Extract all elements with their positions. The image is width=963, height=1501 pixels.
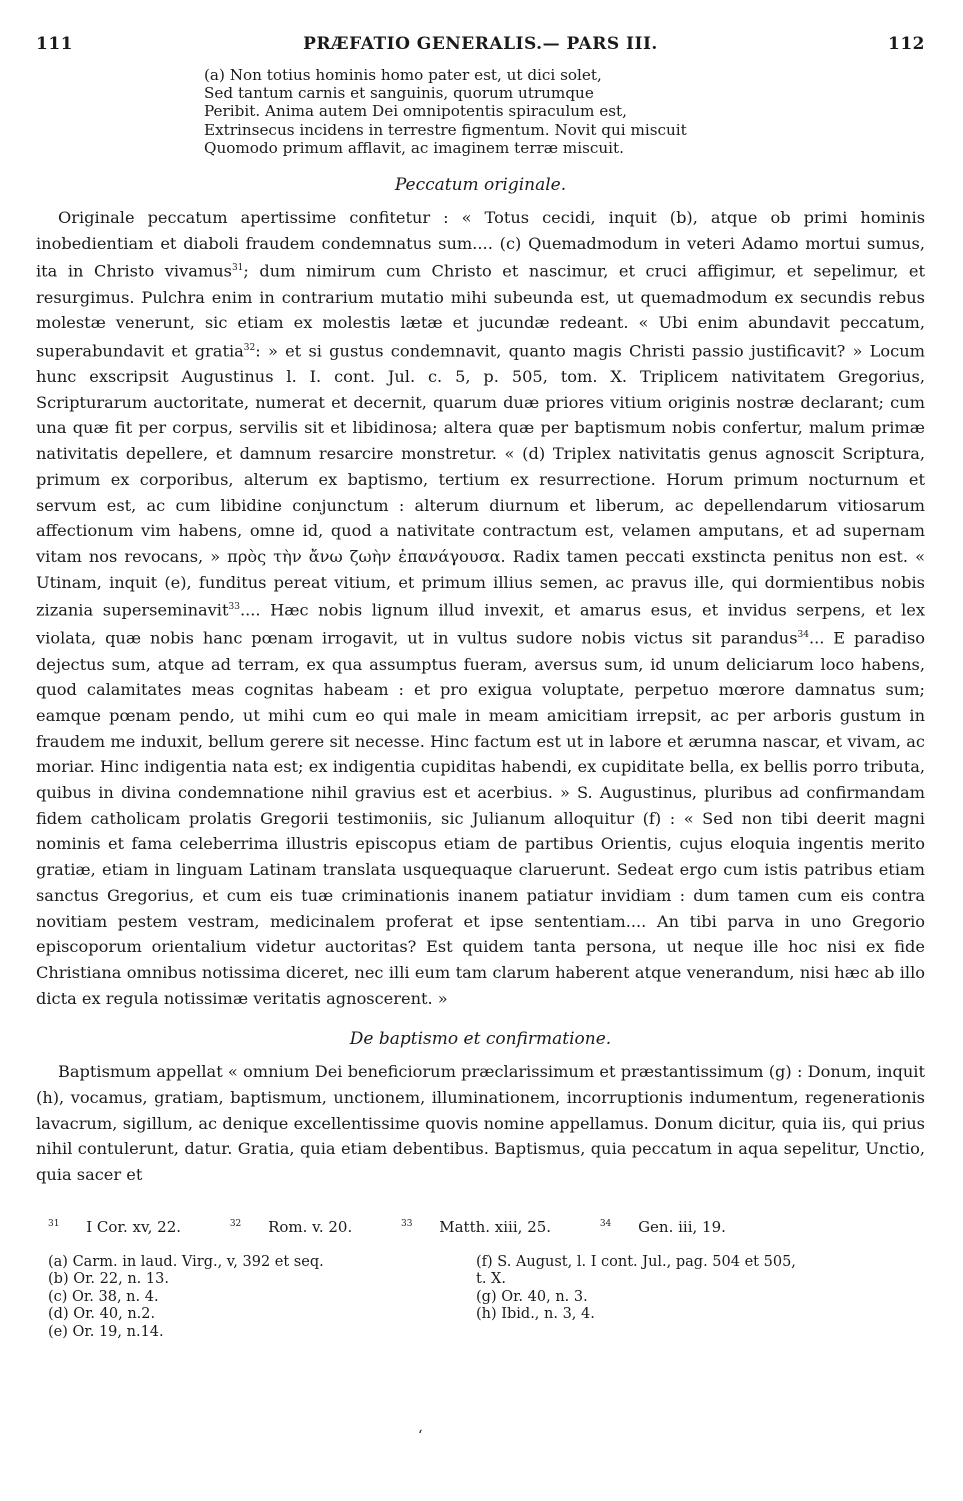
footnote: (e) Or. 19, n.14. [48,1323,164,1340]
poem-line: Peribit. Anima autem Dei omnipotentis spiraculum est, [204,102,627,121]
footnote: (a) Carm. in laud. Virg., v, 392 et seq. [48,1253,324,1270]
bottom-mark: ʻ [418,1428,423,1444]
running-header [36,30,925,60]
footnote: (f) S. August, l. I cont. Jul., pag. 504 et 505, [476,1253,796,1270]
running-title: PRÆFATIO GENERALIS.— PARS III. [303,34,658,54]
footnote: (b) Or. 22, n. 13. [48,1271,169,1288]
document-page [36,30,926,1340]
body-paragraph-baptism: Baptismum appellat « omnium Dei beneficiorum præclarissimum et præstantissimum (g) : Donum, inquit (h), vocamus, gratiam, baptismum, unctionem, illuminationem, incorruptionis indumentum, regenerationis lavacrum, sigillum, ac denique excellentissime quovis nomine appellamus. Donum dicitur, quia iis, qui prius nihil contulerunt, datur. Gratia, quia etiam debentibus. Baptismus, quia peccatum in aqua sepelitur, Unctio, quia sacer et [36,1062,925,1185]
page-number-left: 111 [36,34,73,54]
body-paragraph-original-sin: Originale peccatum apertissime confitetur : « Totus cecidi, inquit (b), atque ob primi hominis inobedientiam et diaboli fraudem condemnatus sum.... (c) Quemadmodum in veteri Adamo mortui sumus, ita in Christo vivamus$^{31}$; dum nimirum cum Christo et nascimur, et cruci affigimur, et sepelimur, et resurgimus. Pulchra enim in contrarium mutatio mihi subeunda est, ut quemadmodum ex secundis rebus molestæ venerunt, sic etiam ex molestis lætæ et jucundæ redeant. « Ubi enim abundavit peccatum, superabundavit et gratia$^{32}$: » et si gustus condemnavit, quanto magis Christi passio justificavit? » Locum hunc exscripsit Augustinus l. I. cont. Jul. c. 5, p. 505, tom. X. Triplicem nativitatem Gregorius, Scripturarum auctoritate, numerat et decernit, quarum duæ priores vitium originis nostræ declarant; cum una quæ fit per corpus, servilis sit et libidinosa; altera quæ per baptismum nobis confertur, malum primæ nativitatis depellere, et damnum resarcire monstretur. « (d) Triplex nativitatis genus agnoscit Scriptura, primum ex corporibus, alterum ex baptismo, tertium ex resurrectione. Horum primum nocturnum et servum est, ac cum libidine conjunctum : alterum diurnum et liberum, ac depellendarum vitiosarum affectionum vim habens, omne id, quod a nativitate contractum est, velamen amputans, et ad supernam vitam nos revocans, » πρὸς τὴν ἄνω ζωὴν ἐπανάγουσα. Radix tamen peccati exstincta penitus non est. « Utinam, inquit (e), funditus pereat vitium, et primum illius semen, ac pravus ille, qui dormientibus nobis zizania superseminavit$^{33}$.... Hæc nobis lignum illud invexit, et amarus esus, et invidus serpens, et lex violata, quæ nobis hanc pœnam irrogavit, ut in vultus sudore nobis victus sit parandus$^{34}$... E paradiso dejectus sum, atque ad terram, ex qua assumptus fueram, aversus sum, id unum deliciarum loco habens, quod calamitates meas cognitas habeam : et pro exigua voluptate, perpetuo mœrore damnatus sum; eamque pœnam pendo, ut mihi cum eo qui male in meam amicitiam irrepsit, ac per arboris gustum in fraudem me induxit, bellum gerere sit necesse. Hinc factum est ut in labore et ærumna nascar, et vivam, ac moriar. Hinc indigentia nata est; ex indigentia cupiditas habendi, ex cupiditate bella, ex bellis porro tributa, quibus in divina condemnatione nihil gravius est et acerbius. » S. Augustinus, pluribus ad confirmandam fidem catholicam prolatis Gregorii testimoniis, sic Julianum alloquitur (f) : « Sed non tibi deerit magni nominis et fama celeberrima illustris episcopus etiam de partibus Orientis, cujus eloquia ingentis merito gratiæ, etiam in linguam Latinam translata usquequaque claruerunt. Sedeat ergo cum istis patribus etiam sanctus Gregorius, et cum eis tuæ criminationis inanem patiatur invidiam : dum tamen cum eis contra novitiam pestem vestram, medicinalem proferat et ipse sententiam.... An tibi parva in uno Gregorio episcoporum orientalium videtur auctoritas? Est quidem tanta persona, ut neque ille hoc nisi ex fide Christiana omnibus notissima diceret, nec illi eum tam clarum haberent atque venerandum, nisi hæc ab illo dicta ex regula notissimæ veritatis agnoscerent. » [36,208,926,1008]
note-ref-33: 33 [228,602,240,613]
note-ref-32: 32 [243,342,256,353]
footnotes-left-column [48,1254,468,1342]
poem-line: Quomodo primum afflavit, ac imaginem terræ miscuit. [204,138,624,157]
footnote: (g) Or. 40, n. 3. [476,1288,588,1305]
poem-quote [204,66,925,157]
note-ref-31: 31 [231,263,244,274]
footnote: t. X. [476,1271,506,1288]
scripture-notes [48,1218,925,1236]
scripture-note: $^{32}$ Rom. v. 20. [229,1217,353,1236]
note-ref-34: 34 [797,630,809,641]
footnote: (h) Ibid., n. 3, 4. [476,1306,595,1323]
footnote: (c) Or. 38, n. 4. [48,1288,159,1305]
section-heading-baptism: De baptismo et confirmatione. [349,1029,612,1050]
scripture-note: $^{31}$ I Cor. xv, 22. [48,1217,182,1236]
poem-line: Extrinsecus incidens in terrestre figmentum. Novit qui miscuit [204,120,687,139]
section-heading-original-sin: Peccatum originale. [394,175,567,196]
scripture-note: $^{34}$ Gen. iii, 19. [599,1217,726,1236]
footnote: (d) Or. 40, n.2. [48,1306,156,1323]
poem-line: Sed tantum carnis et sanguinis, quorum utrumque [204,84,594,103]
page-number-right: 112 [888,34,925,54]
footnotes-right-column [476,1254,925,1324]
scripture-note: $^{33}$ Matth. xiii, 25. [401,1217,552,1236]
poem-line: (a) Non totius hominis homo pater est, ut dici solet, [204,66,602,84]
